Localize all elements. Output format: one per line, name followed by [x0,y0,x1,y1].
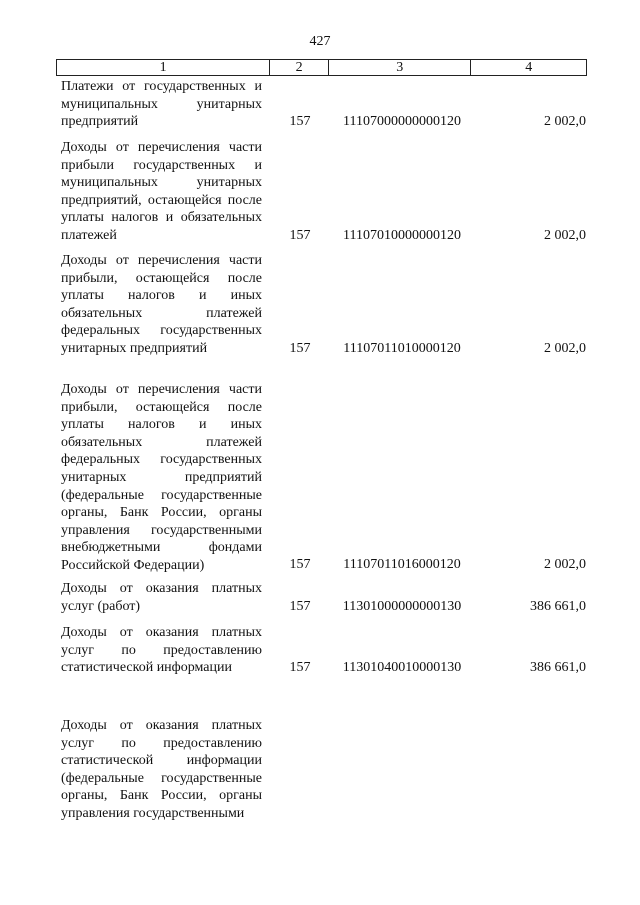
row-amount: 2 002,0 [544,557,586,572]
row-classification-code: 11301040010000130 [342,660,462,675]
row-admin-code: 157 [289,228,311,243]
row-description: Доходы от перечисления части прибыли государственных и муниципальных унитарных предприятий, остающейся после уплаты налогов и обязательных платежей [61,140,262,243]
row-description: Доходы от оказания платных услуг по предоставлению статистической информации [61,625,262,676]
header-col-3: 3 [328,60,470,75]
header-col-1: 1 [159,60,167,75]
row-admin-code: 157 [289,114,311,129]
header-col-4: 4 [470,60,586,75]
row-classification-code: 11107011016000120 [343,557,461,572]
row-classification-code: 11107010000000120 [343,228,461,243]
row-admin-code: 157 [289,660,311,675]
row-admin-code: 157 [289,341,311,356]
row-amount: 386 661,0 [530,599,586,614]
row-admin-code: 157 [289,557,311,572]
row-classification-code: 11107000000000120 [343,114,461,129]
row-description: Доходы от перечисления части прибыли, остающейся после уплаты налогов и иных обязательных платежей федеральных государственных унитарных предприятий [61,253,262,356]
row-classification-code: 11301000000000130 [342,599,462,614]
row-description: Доходы от перечисления части прибыли, остающейся после уплаты налогов и иных обязательных платежей федеральных государственных унитарных предприятий (федеральные государственные органы, Банк России, органы управления государственными внебюджетными фондами Российской Федерации) [61,382,262,573]
row-amount: 2 002,0 [544,114,586,129]
table-header [56,59,587,76]
page-number: 427 [309,34,331,49]
row-amount: 2 002,0 [544,228,586,243]
row-amount: 2 002,0 [544,341,586,356]
row-admin-code: 157 [289,599,311,614]
row-classification-code: 11107011010000120 [343,341,461,356]
row-description: Платежи от государственных и муниципальных унитарных предприятий [61,79,262,130]
header-col-2: 2 [269,60,328,75]
row-amount: 386 661,0 [530,660,586,675]
row-description: Доходы от оказания платных услуг по предоставлению статистической информации (федеральные государственные органы, Банк России, органы управления государственными [61,718,262,821]
row-description: Доходы от оказания платных услуг (работ) [61,581,262,614]
